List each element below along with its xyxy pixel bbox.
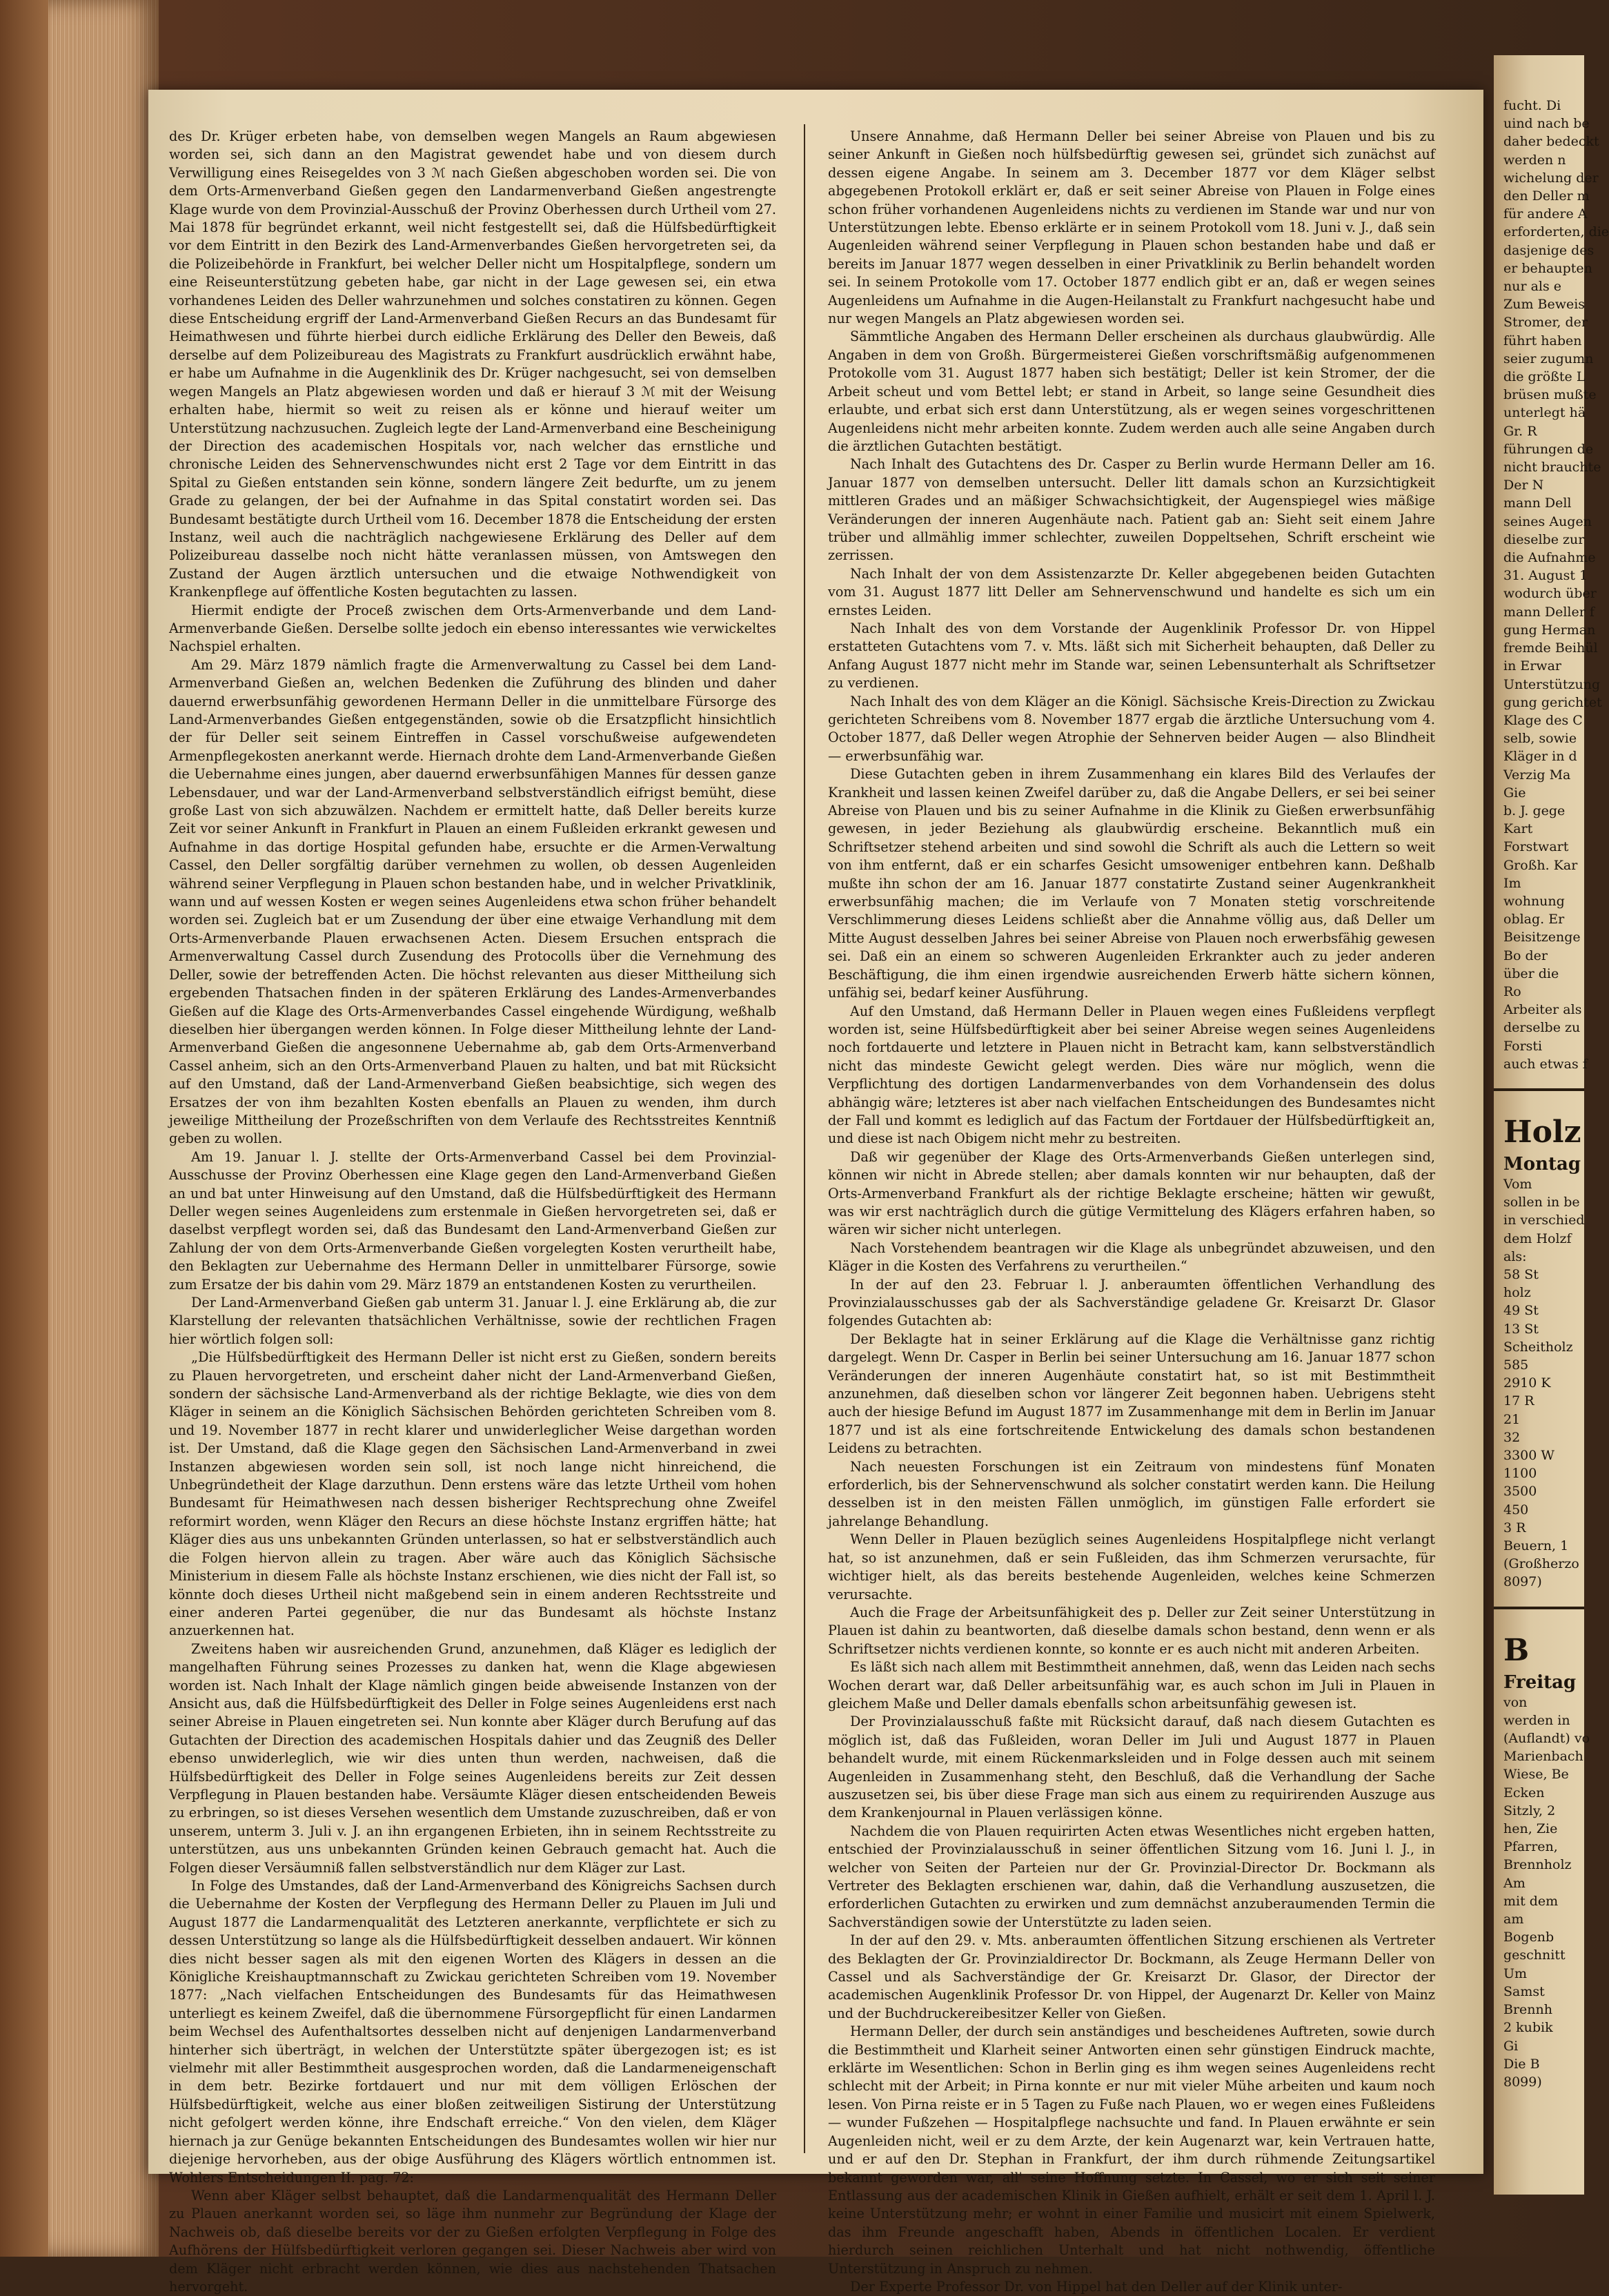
fragment-line: Verzig Ma	[1503, 767, 1571, 783]
fragment-line: 2 kubik	[1503, 2020, 1553, 2036]
fragment-line: sollen in be	[1503, 1195, 1580, 1210]
fragment-line: Beisitzenge	[1503, 930, 1581, 945]
fragment-line: Forsti	[1503, 1038, 1543, 1054]
paragraph: Nach Inhalt des Gutachtens des Dr. Casper zu Berlin wurde Hermann Deller am 16. Januar 1877 von demselben untersucht. Deller litt damals schon an Kurzsichtigkeit mittleren Grades und an mäßiger Schwachsichtigkeit, der Augenspiegel wies mäßige Veränderungen der inneren Augenhäute nach. Patient gab an: Sieht seit einem Jahre trüber und allmählig immer schlechter, zuweilen Doppeltsehen, Schrift erscheint wie zerrissen.	[828, 456, 1435, 564]
fragment-line: mit dem	[1503, 1893, 1559, 1909]
fragment-line: gung Herman	[1503, 622, 1596, 638]
newspaper-page	[148, 90, 1483, 2295]
fragment-line: 13 St	[1503, 1321, 1539, 1337]
adjacent-page-heading-holz: Holz	[1503, 1114, 1581, 1150]
fragment-line: den Deller m	[1503, 188, 1590, 204]
fragment-line: selb, sowie	[1503, 731, 1577, 747]
paragraph: Es läßt sich nach allem mit Bestimmtheit annehmen, daß, wenn das Leiden nach sechs Wochen derart war, daß Deller arbeitsunfähig war, es auch schon im Juli in Plauen in gleichem Maße und Deller damals ebenfalls schon arbeitsunfähig gewesen ist.	[828, 1659, 1435, 1711]
fragment-line: werden in	[1503, 1712, 1570, 1728]
fragment-line: führungen de	[1503, 441, 1594, 457]
paragraph: Daß wir gegenüber der Klage des Orts-Armenverbands Gießen unterlegen sind, können wir nicht in Abrede stellen; aber damals konnten wir nur behaupten, daß der Orts-Armenverband Frankfurt als der richtige Beklagte erscheine; hätten wir gewußt, was wir erst nachträglich durch die gütige Vermittelung des Klägers erfahren haben, so wären wir sicher nicht unterlegen.	[828, 1148, 1435, 1238]
fragment-line: 3500	[1503, 1484, 1537, 1500]
fragment-line: uind nach be	[1503, 116, 1590, 132]
fragment-line: erforderten, die	[1503, 224, 1609, 240]
fragment-line: fremde Beihül	[1503, 640, 1598, 656]
fragment-line: auch etwas f	[1503, 1056, 1588, 1072]
paragraph: Nach neuesten Forschungen ist ein Zeitraum von mindestens fünf Monaten erforderlich, bis der Sehnervenschwund als solcher constatirt werden kann. Die Heilung desselben ist in den meisten Fällen unmöglich, im günstigen Falle erfordert sie jahrelange Behandlung.	[828, 1458, 1435, 1529]
fragment-line: er behaupten	[1503, 260, 1592, 276]
adjacent-page-text-bottom	[1494, 1694, 1590, 2091]
fragment-line: dem Holzf	[1503, 1230, 1572, 1246]
fragment-line: als:	[1503, 1248, 1527, 1264]
fragment-line: nicht brauchte	[1503, 460, 1601, 475]
fragment-line: mann Dell	[1503, 495, 1572, 511]
fragment-line: (Großherzo	[1503, 1556, 1579, 1572]
fragment-line: 49 St	[1503, 1303, 1539, 1319]
fragment-line: Samst	[1503, 1983, 1545, 1999]
fragment-line: Kart	[1503, 821, 1533, 837]
adjacent-page-subheading-freitag: Freitag	[1503, 1671, 1577, 1693]
fragment-line: mann Deller f	[1503, 604, 1595, 620]
fragment-line: Brennholz	[1503, 1857, 1572, 1873]
paragraph: Wenn aber Kläger selbst behauptet, daß die Landarmenqualität des Hermann Deller zu Plauen anerkannt worden sei, so läge ihm nunmehr zur Begründung der Klage der Nachweis ob, daß dieselbe bereits vor der zu Gießen erfolgten Verpflegung in Folge des Aufhörens der Hülfsbedürftigkeit verloren gegangen sei. Dieser Nachweis aber wird von dem Kläger nicht erbracht werden können, wie dies aus nachstehenden Thatsachen hervorgeht.	[169, 2187, 776, 2295]
paragraph: Nach Inhalt des von dem Kläger an die Königl. Sächsische Kreis-Direction zu Zwickau gerichteten Schreibens vom 8. November 1877 ergab die ärztliche Untersuchung vom 4. October 1877, daß Deller wegen Atrophie der Sehnerven beider Augen — also Blindheit — erwerbsunfähig war.	[828, 693, 1435, 764]
paragraph: In der auf den 29. v. Mts. anberaumten öffentlichen Sitzung erschienen als Vertreter des Beklagten der Gr. Provinzialdirector Dr. Bockmann, als Zeuge Hermann Deller von Cassel und als Sachverständige der Gr. Kreisarzt Dr. Glasor, der Director der academischen Augenklinik Professor Dr. von Hippel, der Augenarzt Dr. Keller von Mainz und der Buchdruckereibesitzer Keller von Gießen.	[828, 1932, 1435, 2021]
fragment-line: Ecken	[1503, 1785, 1545, 1801]
fragment-line: Um	[1503, 1965, 1528, 1981]
fragment-line: über die	[1503, 965, 1559, 981]
paragraph: Nach Vorstehendem beantragen wir die Klage als unbegründet abzuweisen, und den Kläger in die Kosten des Verfahrens zu verurtheilen.“	[828, 1239, 1435, 1275]
paragraph: Unsere Annahme, daß Hermann Deller bei seiner Abreise von Plauen und bis zu seiner Ankunft in Gießen noch hülfsbedürftig gewesen sei, gründet sich zunächst auf dessen eigene Angabe. In seinem am 3. December 1877 vor dem Kläger selbst abgegebenen Protokoll erklärt er, daß er seit seiner Abreise von Plauen in Folge eines schon früher vorhandenen Augenleidens nichts zu verdienen im Stande war und nur von Unterstützungen lebte. Ebenso erklärte er in seinem Protokoll vom 18. Juni v. J., daß sein Augenleiden während seiner Verpflegung in Plauen schon bestanden habe und daß er bereits im Januar 1877 wegen desselben in einer Privatklinik zu Berlin behandelt worden sei. In seinem Protokolle vom 17. October 1877 endlich gibt er an, daß er wegen seines Augenleidens um Aufnahme in die Augen-Heilanstalt zu Frankfurt nachgesucht habe und nur wegen Mangels an Platz abgewiesen worden sei.	[828, 128, 1435, 327]
paragraph: Wenn Deller in Plauen bezüglich seines Augenleidens Hospitalpflege nicht verlangt hat, so ist anzunehmen, daß er sein Fußleiden, das ihm Schmerzen verursachte, für wichtiger hielt, als das bereits bestehende Augenleiden, welches keine Schmerzen verursachte.	[828, 1531, 1435, 1602]
fragment-line: Wiese, Be	[1503, 1767, 1569, 1783]
fragment-line: in verschied	[1503, 1213, 1585, 1228]
paragraph: Auf den Umstand, daß Hermann Deller in Plauen wegen eines Fußleidens verpflegt worden ist, seine Hülfsbedürftigkeit aber bei seiner Abreise wegen seines Augenleidens noch fortdauerte und letztere in Plauen nicht in Betracht kam, kann selbstverständlich nicht das mindeste Gewicht gelegt werden. Dies wäre nur möglich, wenn die Verpflichtung des dortigen Landarmenverbandes von dem Vorhandensein des dolus abhängig wäre; letzteres ist aber nach vielfachen Entscheidungen des Bundesamtes nicht der Fall und kommt es lediglich auf das Factum der Fortdauer der Hülfsbedürftigkeit an, und diese ist nach Obigem nicht mehr zu bestreiten.	[828, 1003, 1435, 1147]
fragment-line: Arbeiter als	[1503, 1002, 1582, 1018]
fragment-line: für andere A	[1503, 206, 1588, 222]
fragment-line: Gr. R	[1503, 423, 1537, 439]
paragraph: Der Experte Professor Dr. von Hippel hat den Deller auf der Klinik unter-	[850, 2278, 1343, 2295]
column-divider	[804, 124, 805, 2153]
fragment-line: 3 R	[1503, 1520, 1526, 1535]
fragment-line: Kläger in d	[1503, 749, 1577, 765]
right-column	[828, 128, 1435, 2295]
adjacent-page-fragment	[1494, 55, 1609, 2195]
fragment-line: Bo der	[1503, 948, 1548, 963]
fragment-line: 31. August 1	[1503, 568, 1588, 584]
fragment-line: Der N	[1503, 478, 1544, 493]
left-column	[169, 128, 776, 2295]
fragment-line: dieselbe zur	[1503, 531, 1585, 547]
fragment-line: Klage des C	[1503, 712, 1583, 728]
fragment-line: seier zugumn	[1503, 351, 1594, 366]
fragment-line: Beuern, 1	[1503, 1538, 1569, 1554]
fragment-line: Zum Beweis	[1503, 297, 1586, 313]
fragment-line: Großh. Kar	[1503, 857, 1578, 873]
paragraph: des Dr. Krüger erbeten habe, von demselben wegen Mangels an Raum abgewiesen worden sei, sich dann an den Magistrat gewendet habe und von diesem durch Verwilligung eines Reisegeldes von 3 ℳ nach Gießen abgeschoben worden sei. Die von dem Orts-Armenverband Gießen gegen den Landarmenverband Gießen angestrengte Klage wurde von dem Provinzial-Ausschuß der Provinz Oberhessen durch Urtheil vom 27. Mai 1878 für begründet erkannt, weil nicht festgestellt sei, daß die Hülfsbedürftigkeit vor dem Eintritt in den Bezirk des Land-Armenverbandes Gießen hervorgetreten sei, da die Polizeibehörde in Frankfurt, bei welcher Deller nicht um Hospitalpflege, sondern um eine Reiseunterstützung gebeten habe, gar nicht in der Lage gewesen sei, ein etwa vorhandenes Leiden des Deller wahrzunehmen und solches constatiren zu können. Gegen diese Entscheidung ergriff der Land-Armenverband Gießen Recurs an das Bundesamt für Heimathwesen und führte hierbei durch eidliche Erklärung des Deller den Beweis, daß derselbe auf dem Polizeibureau des Magistrats zu Frankfurt ausdrücklich erwähnt habe, er habe um Aufnahme in die Augenklinik des Dr. Krüger nachgesucht, sei von demselben wegen Mangels an Platz abgewiesen worden und daß er hierauf 3 ℳ mit der Weisung erhalten habe, hiermit so weit zu reisen als er könne und hierauf weiter um Unterstützung nachzusuchen. Zugleich legte der Land-Armenverband eine Bescheinigung der Direction des academischen Hospitals vor, nach welcher das ernstliche und chronische Leiden des Sehnervenschwundes nicht erst 2 Tage vor dem Eintritt in das Spital zu Gießen entstanden sein könne, sondern längere Zeit bedurfte, um zu jenem Grade zu gelangen, der bei der Aufnahme in das Spital constatirt worden sei. Das Bundesamt bestätigte durch Urtheil vom 16. December 1878 die Entscheidung der ersten Instanz, weil auch die nachträglich nachgewiesene Erklärung des Deller auf dem Polizeibureau dasselbe noch nicht hätte veranlassen müssen, von Amtswegen den Zustand der Augen ärztlich untersuchen und die etwaige Nothwendigkeit von Krankenpflege auf öffentliche Kosten begutachten zu lassen.	[169, 128, 776, 600]
fragment-line: von	[1503, 1694, 1528, 1710]
fragment-line: Marienbach	[1503, 1749, 1583, 1765]
fragment-line: Unterstützung	[1503, 676, 1601, 692]
fragment-line: seines Augen	[1503, 513, 1592, 529]
paragraph: Der Beklagte hat in seiner Erklärung auf die Klage die Verhältnisse ganz richtig dargelegt. Wenn Dr. Casper in Berlin bei seiner Untersuchung am 16. Januar 1877 schon Veränderungen der inneren Augenhäute constatirt hat, so ist mit Bestimmtheit anzunehmen, daß dieselben schon vor längerer Zeit begonnen haben. Uebrigens steht auch der hiesige Befund im August 1877 im Zusammenhange mit dem in Berlin im Januar 1877 und ist als eine fortschreitende Entwickelung des damals schon bestandenen Leidens zu betrachten.	[828, 1331, 1435, 1457]
fragment-line: 17 R	[1503, 1393, 1534, 1409]
fragment-line: 21	[1503, 1411, 1521, 1427]
fragment-line: Scheitholz	[1503, 1339, 1573, 1355]
fragment-line: Pfarren,	[1503, 1839, 1558, 1855]
fragment-line: Vom	[1503, 1176, 1532, 1192]
fragment-line: wodurch über	[1503, 586, 1597, 602]
paragraph: Nachdem die von Plauen requirirten Acten etwas Wesentliches nicht ergeben hatten, entschied der Provinzialausschuß in seiner öffentlichen Sitzung vom 16. Juni l. J., in welcher von Seiten der Parteien nur der Gr. Provinzial-Director Dr. Bockmann als Vertreter des Beklagten erschienen war, dahin, daß die Verhandlung auszusetzen, die erforderlichen Gutachten zu erwirken und zum demnächst anzuberaumenden Termin die Sachverständigen sowie der Unterstützte zu laden seien.	[828, 1823, 1435, 1930]
fragment-line: 3300 W	[1503, 1448, 1554, 1464]
fragment-line: 58 St	[1503, 1266, 1539, 1282]
fragment-line: die größte L	[1503, 369, 1586, 385]
fragment-line: Im	[1503, 875, 1521, 891]
adjacent-page-subheading-montag: Montag	[1503, 1153, 1581, 1175]
paragraph: Nach Inhalt der von dem Assistenzarzte Dr. Keller abgegebenen beiden Gutachten vom 31. August 1877 litt Deller am Sehnervenschwund und handelte es sich um ein ernstes Leiden.	[828, 565, 1435, 618]
paragraph: Auch die Frage der Arbeitsunfähigkeit des p. Deller zur Zeit seiner Unterstützung in Plauen ist dahin zu beantworten, daß dieselbe damals schon bestand, denn wenn er als Schriftsetzer nichts verdienen konnte, so konnte er es auch nicht mit anderen Arbeiten.	[828, 1604, 1435, 1657]
paragraph: Nach Inhalt des von dem Vorstande der Augenklinik Professor Dr. von Hippel erstatteten Gutachtens vom 7. v. Mts. läßt sich mit Sicherheit behaupten, daß Deller zu Anfang August 1877 nicht mehr im Stande war, seinen Lebensunterhalt als Schriftsetzer zu verdienen.	[828, 620, 1435, 691]
fragment-line: Gi	[1503, 2038, 1519, 2054]
fragment-line: Bogenb	[1503, 1930, 1554, 1945]
fragment-line: werden n	[1503, 152, 1566, 168]
fragment-line: geschnitt	[1503, 1947, 1566, 1963]
paragraph: In Folge des Umstandes, daß der Land-Armenverband des Königreichs Sachsen durch die Uebernahme der Kosten der Verpflegung des Hermann Deller zu Plauen im Juli und August 1877 die Landarmenqualität des Letzteren anerkannte, verpflichtete er sich zu dessen Unterstützung so lange als die Hülfsbedürftigkeit desselben andauert. Wir können dies nicht besser sagen als mit den eigenen Worten des Klägers in dessen an die Königliche Kreishauptmannschaft zu Zwickau gerichteten Schreiben vom 19. November 1877: „Nach vielfachen Entscheidungen des Bundesamts für das Heimathwesen unterliegt es keinem Zweifel, daß die übernommene Fürsorgepflicht für einen Landarmen beim Wechsel des Aufenthaltsortes desselben nicht auf denjenigen Landarmenverband hinterher sich überträgt, in welchen der Unterstützte später übergezogen ist; es ist vielmehr mit aller Bestimmtheit ausgesprochen worden, daß die Landarmeneigenschaft in dem betr. Bezirke fortdauert und nur mit dem völligen Erlöschen der Hülfsbedürftigkeit, welche aus einer bloßen zeitweiligen Sistirung der Unterstützung nicht gefolgert werden könne, ihre Endschaft erreiche.“ Von den vielen, dem Kläger hiernach ja zur Genüge bekannten Entscheidungen des Bundesamtes wollen wir hier nur diejenige hervorheben, aus der obige Ausführung des Klägers wörtlich entnommen ist. Wohlers Entscheidungen II. pag. 72:	[169, 1878, 776, 2186]
fragment-line: daher bedeckt	[1503, 134, 1599, 150]
fragment-line: (Auflandt) vo	[1503, 1731, 1590, 1747]
paragraph: Der Land-Armenverband Gießen gab unterm 31. Januar l. J. eine Erklärung ab, die zur Klarstellung der relevanten thatsächlichen Verhältnisse, sowie der rechtlichen Fragen hier wörtlich folgen soll:	[169, 1295, 776, 1347]
adjacent-page-rule	[1494, 1088, 1584, 1091]
fragment-line: 585	[1503, 1357, 1529, 1373]
fragment-line: holz	[1503, 1285, 1531, 1301]
fragment-line: nur als e	[1503, 279, 1562, 295]
paragraph: Diese Gutachten geben in ihrem Zusammenhang ein klares Bild des Verlaufes der Krankheit und lassen keinen Zweifel darüber zu, daß die Angabe Dellers, er sei bei seiner Abreise von Plauen und bis zu seiner Aufnahme in die Klinik zu Gießen erwerbsunfähig gewesen, in jeder Beziehung als glaubwürdig erscheine. Bekanntlich muß ein Schriftsetzer stehend arbeiten und sind sowohl die Schrift als auch die Lettern so weit von ihm entfernt, daß er ein scharfes Gesicht umsoweniger entbehren kann. Deßhalb mußte ihn schon der am 16. Januar 1877 constatirte Zustand seiner Augenkrankheit erwerbsunfähig machen; die im Verlaufe von 7 Monaten stetig vorschreitende Verschlimmerung dieses Leidens schließt aber die Annahme völlig aus, daß Deller um Mitte August desselben Jahres bei seiner Abreise von Plauen noch erwerbsfähig gewesen sei. Daß ein an einem so schweren Augenleiden Erkrankter auch zu jeder anderen Beschäftigung, die ihm einen irgendwie ausreichenden Erwerb hätte sichern können, unfähig sei, bedarf keiner Ausführung.	[828, 766, 1435, 1001]
fragment-line: unterlegt hä	[1503, 405, 1586, 421]
paragraph: Am 19. Januar l. J. stellte der Orts-Armenverband Cassel bei dem Provinzial-Ausschusse der Provinz Oberhessen eine Klage gegen den Land-Armenverband Gießen an und bat unter Hinweisung auf den Umstand, daß die Hülfsbedürftigkeit des Hermann Deller wegen seines Augenleidens zum erstenmale in Gießen hervorgetreten sei, daß er daselbst verpflegt worden sei, daß das Bundesamt den Land-Armenverband Gießen zur Zahlung der von dem Orts-Armenverbande Gießen vorgelegten Kosten verurtheilt habe, den Beklagten zur Uebernahme des Hermann Deller in unmittelbarer Fürsorge, sowie zum Ersatze der bis dahin vom 29. März 1879 an entstandenen Kosten zu verurtheilen.	[169, 1148, 776, 1293]
fragment-line: Sitzly, 2	[1503, 1803, 1556, 1818]
paragraph: Hiermit endigte der Proceß zwischen dem Orts-Armenverbande und dem Land-Armenverbande Gießen. Derselbe sollte jedoch ein ebenso interessantes wie verwickeltes Nachspiel erhalten.	[169, 602, 776, 655]
fragment-line: Ro	[1503, 983, 1521, 999]
adjacent-page-heading-b: B	[1503, 1632, 1530, 1668]
fragment-line: fucht. Di	[1503, 98, 1561, 113]
fragment-line: Forstwart	[1503, 839, 1569, 855]
fragment-line: gung gerichtet	[1503, 694, 1602, 710]
fragment-line: 450	[1503, 1502, 1529, 1518]
fragment-line: Am	[1503, 1875, 1526, 1891]
paragraph: Hermann Deller, der durch sein anständiges und bescheidenes Auftreten, sowie durch die Bestimmtheit und Klarheit seiner Antworten einen sehr günstigen Eindruck machte, erklärte im Wesentlichen: Schon in Berlin ging es ihm wegen seines Augenleidens recht schlecht mit der Arbeit; in Pirna konnte er nur mit vieler Mühe arbeiten und kaum noch lesen. Von Pirna reiste er in 5 Tagen zu Fuße nach Plauen, wo er wegen eines Fußleidens — wunder Fußzehen — Hospitalpflege nachsuchte und fand. In Plauen erwähnte er sein Augenleiden nicht, weil er zu dem Arzte, der kein Augenarzt war, kein Vertrauen hatte, und er auf den Dr. Stephan in Frankfurt, der ihm durch rühmende Zeitungsartikel bekannt geworden war, all' seine Hoffnung setzte. In Cassel, wo er sich seit seiner Entlassung aus der academischen Klinik in Gießen aufhielt, erhält er seit dem 1. April l. J. keine Unterstützung mehr; er wohnt in einer Familie und musicirt mit einem Spielwerk, das ihm Freunde angeschafft haben, Abends in öffentlichen Localen. Er verdient hierdurch seinen reichlichen Unterhalt und hat nicht nothwendig, öffentliche Unterstützung in Anspruch zu nehmen.	[828, 2023, 1435, 2277]
paragraph: Zweitens haben wir ausreichenden Grund, anzunehmen, daß Kläger es lediglich der mangelhaften Führung seines Prozesses zu danken hat, wenn die Klage abgewiesen worden ist. Nach Inhalt der Klage nämlich gingen beide abweisende Instanzen von der Ansicht aus, daß die Hülfsbedürftigkeit des Deller in Folge seines Augenleidens erst nach seiner Abreise in Plauen eingetreten sei. Nun konnte aber Kläger durch Berufung auf das Gutachten der Direction des academischen Hospitals dahier und das Zeugniß des Deller ebenso unwiderleglich, wie wir dies unten thun werden, nachweisen, daß die Hülfsbedürftigkeit des Deller in Folge seines Augenleidens bereits zur Zeit dessen Verpflegung in Plauen bestanden habe. Versäumte Kläger diesen entscheidenden Beweis zu erbringen, so ist dieses Versehen wesentlich dem Umstande zuzuschreiben, daß er von unserem, unterm 3. Juli v. J. an ihn ergangenen Erbieten, ihn in seinem Rechtsstreite zu unterstützen, aus uns unbekannten Gründen keinen Gebrauch gemacht hat. Auch die Folgen dieser Versäumniß fallen selbstverständlich nur dem Kläger zur Last.	[169, 1640, 776, 1876]
fragment-line: b. J. gege	[1503, 803, 1566, 818]
adjacent-page-text-middle	[1494, 1175, 1584, 1591]
fragment-line: dasjenige des	[1503, 242, 1595, 258]
fragment-line: am	[1503, 1912, 1524, 1927]
paragraph: Sämmtliche Angaben des Hermann Deller erscheinen als durchaus glaubwürdig. Alle Angaben in dem von Großh. Bürgermeisterei Gießen vorschriftsmäßig aufgenommenen Protokolle vom 31. August 1877 haben sich bestätigt; Deller ist kein Stromer, der die Arbeit scheut und vom Bettel lebt; er stand in Arbeit, so lange seine Gesundheit dies erlaubte, und erbat sich erst dann Unterstützung, als er wegen seines vorgeschrittenen Augenleidens nicht mehr arbeiten konnte. Zudem werden auch alle seine Angaben durch die ärztlichen Gutachten bestätigt.	[828, 328, 1435, 454]
fragment-line: Brennh	[1503, 2002, 1552, 2018]
fragment-line: in Erwar	[1503, 658, 1561, 674]
fragment-line: die Aufnahme	[1503, 550, 1596, 566]
fragment-line: Gie	[1503, 785, 1526, 801]
fragment-line: führt haben	[1503, 333, 1582, 349]
fragment-line: 8097)	[1503, 1574, 1542, 1590]
fragment-line: 2910 K	[1503, 1375, 1551, 1391]
fragment-line: 8099)	[1503, 2074, 1542, 2090]
fragment-line: 1100	[1503, 1466, 1537, 1482]
fragment-line: 32	[1503, 1429, 1521, 1445]
adjacent-page-rule-2	[1494, 1607, 1584, 1609]
paragraph: In der auf den 23. Februar l. J. anberaumten öffentlichen Verhandlung des Provinzialausschusses gab der als Sachverständige geladene Gr. Kreisarzt Dr. Glasor folgendes Gutachten ab:	[828, 1276, 1435, 1329]
fragment-line: Die B	[1503, 2056, 1540, 2072]
fragment-line: wichelung der	[1503, 170, 1599, 186]
fragment-line: oblag. Er	[1503, 912, 1565, 928]
paragraph: Am 29. März 1879 nämlich fragte die Armenverwaltung zu Cassel bei dem Land-Armenverband Gießen an, welchen Bedenken die Zuführung des blinden und daher dauernd erwerbsunfähig gewordenen Hermann Deller in die unmittelbare Fürsorge des Land-Armenverbandes Gießen entgegenständen, sowie ob die Ersatzpflicht hinsichtlich der für Deller seit seinem Eintreffen in Cassel vorschußweise aufgewendeten Armenpflegekosten anerkannt werde. Hiernach drohte dem Land-Armenverbande Gießen die Uebernahme eines jungen, aber dauernd erwerbsunfähigen Mannes für dessen ganze Lebensdauer, und war der Land-Armenverband selbstverständlich eifrigst bemüht, diese große Last von sich abzuwälzen. Nachdem er ermittelt hatte, daß Deller bereits kurze Zeit vor seiner Ankunft in Frankfurt in Plauen an einem Fußleiden erkrankt gewesen und Aufnahme in das dortige Hospital gefunden habe, ersuchte er die Armen-Verwaltung Cassel, den Deller sorgfältig darüber vernehmen zu wollen, ob dessen Augenleiden während seiner Verpflegung in Plauen schon bestanden habe, und in welcher Privatklinik, wann und auf wessen Kosten er wegen seines Augenleidens etwa schon früher behandelt worden sei. Zugleich bat er um Zusendung der über eine etwaige Verhandlung mit dem Orts-Armenverbande Plauen erwachsenen Acten. Diesem Ersuchen entsprach die Armenverwaltung Cassel durch Zusendung des Protocolls über die Vernehmung des Deller, sowie der betreffenden Acten. Die höchst relevanten aus dieser Mittheilung sich ergebenden Thatsachen finden in der späteren Erklärung des Landes-Armenverbandes Gießen auf die Klage des Orts-Armenverbandes Cassel eingehende Würdigung, weßhalb dieselben hier übergangen werden können. In Folge dieser Mittheilung lehnte der Land-Armenverband Gießen die angesonnene Uebernahme ab, gab dem Orts-Armenverband Cassel anheim, sich an den Orts-Armenverband Plauen zu halten, und bat mit Rücksicht auf den Umstand, daß der Land-Armenverband Gießen beabsichtige, sich wegen des Ersatzes der von ihm bezahlten Kosten ebenfalls an Plauen zu wenden, ihm durch jeweilige Mittheilung der Prozeßschriften von dem Verlaufe des Rechtsstreites Kenntniß geben zu wollen.	[169, 656, 776, 1147]
fragment-line: wohnung	[1503, 893, 1565, 909]
fragment-line: Stromer, der	[1503, 315, 1588, 331]
fragment-line: derselbe zu	[1503, 1020, 1581, 1036]
book-page-edges	[0, 0, 159, 2257]
adjacent-page-text-top	[1494, 97, 1609, 1073]
fragment-line: brüsen mußte	[1503, 387, 1597, 403]
fragment-line: hen, Zie	[1503, 1821, 1558, 1837]
paragraph: Der Provinzialausschuß faßte mit Rücksicht darauf, daß nach diesem Gutachten es möglich ist, daß das Fußleiden, woran Deller im Juli und August 1877 in Plauen behandelt wurde, mit einem Rückenmarksleiden und in Folge dessen auch mit seinem Augenleiden in Zusammenhang steht, den Beschluß, daß die Verhandlung der Sache auszusetzen sei, bis über diese Frage man sich aus einem zu requirirenden Auszuge aus dem Krankenjournal in Plauen verlässigen könne.	[828, 1714, 1435, 1821]
paragraph: „Die Hülfsbedürftigkeit des Hermann Deller ist nicht erst zu Gießen, sondern bereits zu Plauen hervorgetreten, und erscheint daher nicht der Land-Armenverband Gießen, sondern der sächsische Land-Armenverband als der richtige Beklagte, wie dies von dem Kläger in seinem an die Königlich Sächsischen Behörden gerichteten Schreiben vom 8. und 19. November 1877 in recht klarer und unwiderleglicher Weise dargethan worden ist. Der Umstand, daß die Klage gegen den Sächsischen Land-Armenverband in zwei Instanzen abgewiesen worden sein soll, ist noch lange nicht hinreichend, die Unbegründetheit der Klage darzuthun. Denn erstens wäre das letzte Urtheil vom hohen Bundesamt für Heimathwesen nach dessen bisheriger Rechtsprechung ohne Zweifel reformirt worden, wenn Kläger den Recurs an diese höchste Instanz ergriffen hätte; hat Kläger dies aus uns unbekannten Gründen unterlassen, so hat er selbstverständlich auch die Folgen hiervon allein zu tragen. Aber wäre auch das Königlich Sächsische Ministerium in diesem Falle als höchste Instanz erschienen, wie dies nicht der Fall ist, so könnte doch dieses Urtheil nicht maßgebend sein in einem anderen Rechtsstreite und einer anderen Partei gegenüber, die nur das Bundesamt als höchste Instanz anzuerkennen hat.	[169, 1349, 776, 1639]
